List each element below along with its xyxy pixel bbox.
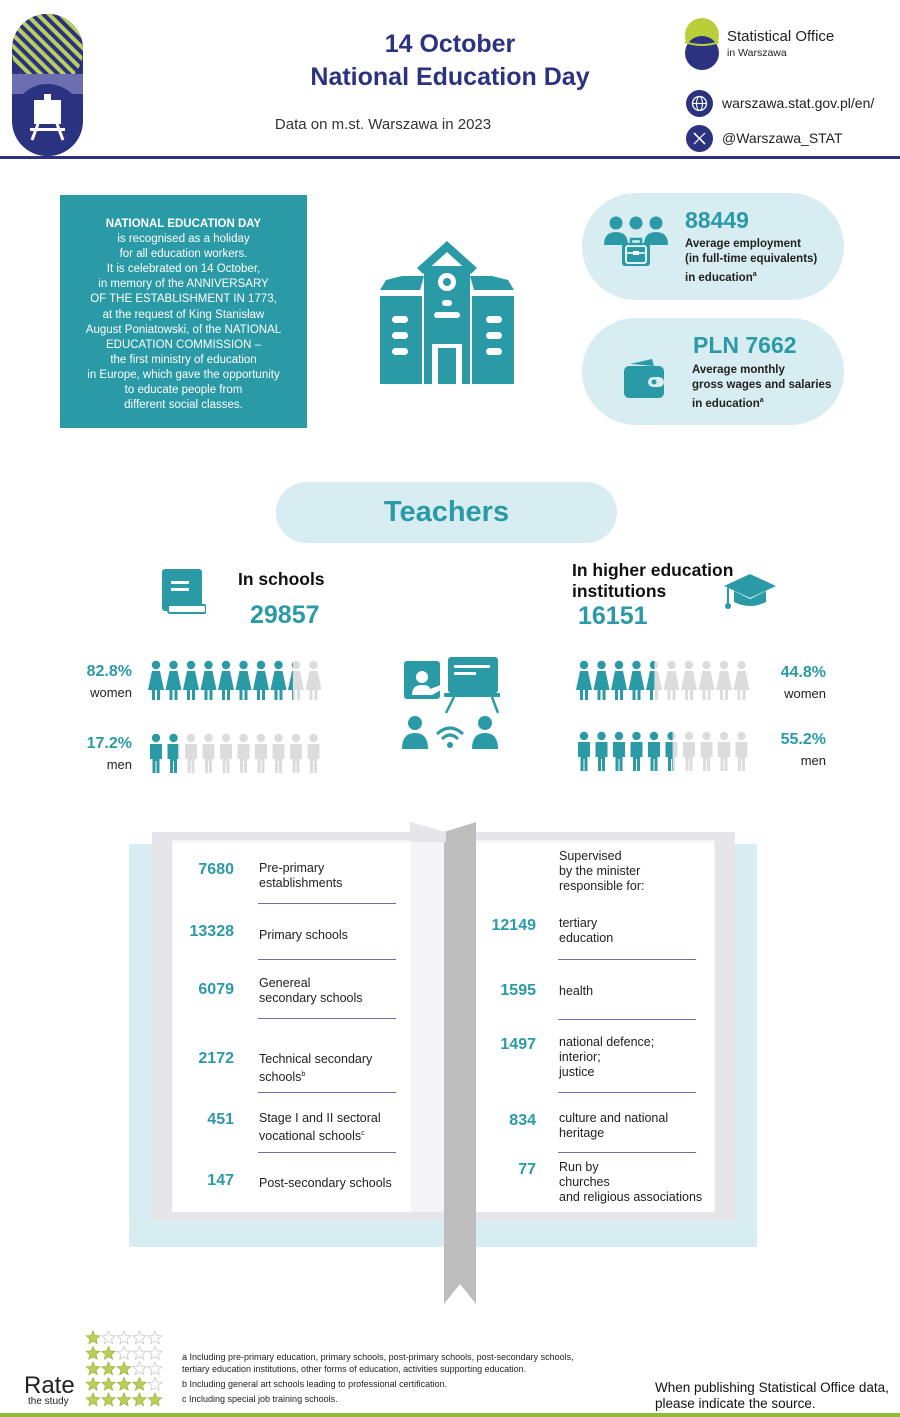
- book-right-label: [559, 1111, 668, 1141]
- higher-teachers-value: 16151: [578, 602, 648, 630]
- footnote-marker: a: [759, 397, 764, 404]
- book-divider: [558, 959, 696, 960]
- intro-line: in memory of the ANNIVERSARY: [98, 278, 269, 291]
- book-right-heading: [559, 849, 644, 894]
- person-figure-grey: [238, 734, 250, 773]
- statistical-office-emblem-icon: [683, 18, 721, 72]
- rating-star: [133, 1393, 146, 1406]
- rating-star: [102, 1362, 115, 1375]
- rating-star: [117, 1393, 130, 1406]
- intro-line: EDUCATION COMMISSION –: [105, 338, 262, 351]
- rate-title: Rate: [24, 1372, 75, 1399]
- employment-stat-card: [582, 193, 844, 300]
- title-line-1: 14 October: [384, 30, 516, 58]
- title-line-2: National Education Day: [310, 63, 590, 91]
- higher-women-pictogram: [576, 660, 752, 702]
- book-icon: [160, 567, 206, 615]
- person-figure-filled: [629, 661, 645, 700]
- footnote-a-line: tertiary education institutions, other forms of education, activities supporting education.: [182, 1364, 527, 1374]
- book-left-value: 451: [207, 1111, 234, 1128]
- office-name: Statistical Office: [727, 28, 835, 45]
- higher-women-label: women: [784, 686, 826, 701]
- employees-briefcase-icon: [602, 215, 670, 273]
- rating-star: [102, 1393, 115, 1406]
- book-divider: [258, 903, 396, 904]
- person-figure-filled: [218, 661, 234, 700]
- wages-desc-line: in education: [692, 397, 760, 410]
- website-link[interactable]: [686, 89, 874, 117]
- book-right-line: heritage: [559, 1126, 605, 1140]
- person-figure-filled: [236, 661, 252, 700]
- book-left-label: [259, 976, 363, 1006]
- teacher-presentation-icon: [400, 655, 500, 749]
- bookmark-ribbon: [444, 822, 476, 1304]
- intro-line: at the request of King Stanisław: [102, 308, 265, 321]
- book-right-line: tertiary: [559, 916, 598, 930]
- book-right-heading-line: Supervised: [559, 849, 622, 863]
- book-divider: [258, 1018, 396, 1019]
- rating-star: [86, 1347, 99, 1360]
- book-right-line: culture and national: [559, 1111, 669, 1125]
- book-right-line: education: [559, 931, 614, 945]
- schools-men-stat: [60, 735, 132, 772]
- intro-line: It is celebrated on 14 October,: [106, 263, 261, 276]
- intro-box: [60, 195, 307, 428]
- schools-women-stat: [60, 663, 132, 700]
- book-left-label: [259, 1052, 372, 1085]
- rating-star: [133, 1378, 146, 1391]
- rating-star: [86, 1378, 99, 1391]
- schools-label: In schools: [238, 569, 325, 589]
- wages-description: [692, 363, 831, 412]
- employment-description: [685, 237, 817, 286]
- book-left-line: secondary schools: [259, 991, 363, 1005]
- higher-women-pct: 44.8%: [780, 664, 826, 681]
- header-divider: [0, 156, 900, 159]
- publishing-note-line: please indicate the source.: [655, 1396, 816, 1411]
- page-subtitle: Data on m.st. Warszawa in 2023: [274, 116, 492, 133]
- x-account-link[interactable]: [686, 124, 843, 152]
- book-right-line: national defence;: [559, 1035, 655, 1049]
- person-figure-grey: [306, 661, 322, 700]
- book-left-label: Post-secondary schools: [259, 1176, 392, 1190]
- person-figure-grey: [683, 732, 695, 771]
- rate-subtitle: the study: [28, 1396, 69, 1407]
- rating-star: [133, 1347, 146, 1360]
- wallet-icon: [622, 356, 666, 400]
- rating-star: [148, 1378, 161, 1391]
- schools-women-label: women: [90, 685, 132, 700]
- intro-line: NATIONAL EDUCATION DAY: [105, 218, 262, 230]
- employment-desc-line: (in full-time equivalents): [685, 253, 818, 265]
- book-right-value: 1595: [500, 982, 536, 999]
- book-right-value: 834: [509, 1112, 536, 1129]
- person-figure-filled: [183, 661, 199, 700]
- person-figure-grey: [699, 661, 715, 700]
- wages-value: PLN 7662: [693, 332, 797, 358]
- person-figure-filled: [648, 732, 660, 771]
- website-text: warszawa.stat.gov.pl/en/: [722, 95, 875, 111]
- schools-men-pct: 17.2%: [86, 735, 132, 752]
- book-right-line: Run by: [559, 1160, 599, 1174]
- rating-star: [86, 1393, 99, 1406]
- person-figure-grey: [681, 661, 697, 700]
- book-page-left-surface: [173, 842, 411, 1212]
- intro-line: the first ministry of education: [110, 353, 257, 366]
- person-figure-filled: [166, 661, 182, 700]
- book-right-line: and religious associations: [559, 1190, 703, 1204]
- intro-line: different social classes.: [124, 399, 243, 412]
- intro-line: to educate people from: [124, 384, 243, 397]
- person-figure-filled: [611, 661, 627, 700]
- book-divider: [258, 1092, 396, 1093]
- higher-label-line: institutions: [572, 581, 667, 601]
- office-city: in Warszawa: [727, 47, 787, 59]
- person-figure-grey: [734, 661, 750, 700]
- schools-women-pictogram: [148, 660, 324, 702]
- graduation-cap-icon: [722, 572, 778, 614]
- publishing-note-line: When publishing Statistical Office data,: [655, 1380, 889, 1395]
- book-right-heading-line: responsible for:: [559, 879, 645, 893]
- rating-star: [133, 1362, 146, 1375]
- book-right-label: [559, 1035, 654, 1080]
- higher-men-pictogram: [576, 731, 752, 773]
- person-figure-grey: [716, 661, 732, 700]
- person-figure-filled: [631, 732, 643, 771]
- book-right-label: health: [559, 984, 594, 998]
- higher-men-label: men: [800, 753, 826, 768]
- person-figure-filled: [168, 734, 180, 773]
- school-building-icon: [372, 238, 522, 384]
- x-logo-icon: [686, 125, 713, 152]
- rating-star: [86, 1362, 99, 1375]
- book-left-label: [259, 861, 342, 891]
- book-right-line: justice: [559, 1065, 595, 1079]
- schools-men-label: men: [106, 757, 132, 772]
- higher-men-pct: 55.2%: [780, 731, 826, 748]
- person-figure-filled: [253, 661, 269, 700]
- book-page-curl-left: [410, 822, 446, 842]
- footer-divider: [0, 1413, 900, 1417]
- book-divider: [558, 1152, 696, 1153]
- footnote-marker: b: [301, 1071, 306, 1078]
- rating-star: [133, 1331, 146, 1344]
- person-figure-grey: [718, 732, 730, 771]
- rating-star: [102, 1378, 115, 1391]
- book-right-value: 77: [518, 1161, 536, 1178]
- rating-star: [117, 1362, 130, 1375]
- intro-line: August Poniatowski, of the NATIONAL: [85, 323, 282, 336]
- rating-star: [117, 1378, 130, 1391]
- person-figure-grey: [290, 734, 302, 773]
- rating-star: [117, 1347, 130, 1360]
- book-right-line: churches: [559, 1175, 610, 1189]
- star-rating-icon: [85, 1330, 165, 1410]
- person-figure-filled: [613, 732, 625, 771]
- intro-line: for all education workers.: [119, 248, 248, 261]
- person-figure-grey: [220, 734, 232, 773]
- book-right-label: [559, 916, 613, 946]
- wages-stat-card: [582, 318, 844, 425]
- book-left-line: Technical secondary: [259, 1052, 373, 1066]
- book-left-label: [259, 1111, 381, 1144]
- book-left-label: Primary schools: [259, 928, 348, 942]
- footnote-a-line: a Including pre-primary education, primary schools, post-primary schools, post-secondary schools,: [182, 1352, 574, 1362]
- rating-star: [102, 1347, 115, 1360]
- book-left-line: schools: [259, 1070, 302, 1085]
- book-right-value: 12149: [491, 917, 536, 934]
- book-divider: [258, 1152, 396, 1153]
- book-right-value: 1497: [500, 1036, 536, 1053]
- wages-desc-line: Average monthly: [692, 364, 785, 376]
- employment-value: 88449: [685, 207, 749, 233]
- rating-star: [86, 1331, 99, 1344]
- employment-desc-line: Average employment: [685, 238, 801, 250]
- wages-desc-line: gross wages and salaries: [692, 379, 832, 391]
- person-figure-grey: [185, 734, 197, 773]
- publishing-note: [655, 1380, 889, 1412]
- person-figure-filled: [594, 661, 610, 700]
- higher-men-stat: [756, 731, 826, 768]
- statistical-office-logo: [683, 18, 883, 74]
- book-left-value: 7680: [198, 861, 234, 878]
- person-figure-grey: [701, 732, 713, 771]
- person-figure-filled: [576, 661, 592, 700]
- person-figure-grey: [255, 734, 267, 773]
- higher-education-label: [572, 560, 733, 602]
- person-figure-grey: [664, 661, 680, 700]
- book-left-line: Stage I and II sectoral: [259, 1111, 381, 1125]
- book-divider: [558, 1019, 696, 1020]
- book-left-line: establishments: [259, 876, 343, 890]
- book-divider: [258, 959, 396, 960]
- footnote-c: c Including special job training schools.: [182, 1394, 338, 1404]
- footnote-b: b Including general art schools leading to professional certification.: [182, 1379, 448, 1389]
- rating-star: [148, 1347, 161, 1360]
- intro-line: OF THE ESTABLISHMENT IN 1773,: [90, 293, 277, 306]
- footnote-marker: a: [752, 271, 757, 278]
- book-left-value: 6079: [198, 981, 234, 998]
- person-figure-grey: [203, 734, 215, 773]
- footnote-marker: c: [361, 1130, 365, 1137]
- person-figure-grey: [273, 734, 285, 773]
- intro-line: is recognised as a holiday: [117, 233, 250, 246]
- schools-men-pictogram: [148, 733, 324, 775]
- globe-icon: [686, 90, 713, 117]
- person-figure-filled: [271, 661, 287, 700]
- book-divider: [558, 1092, 696, 1093]
- book-page-right-surface: [476, 842, 714, 1212]
- person-figure-filled: [150, 734, 162, 773]
- book-left-value: 13328: [189, 923, 234, 940]
- rating-star: [148, 1393, 161, 1406]
- person-figure-filled: [578, 732, 590, 771]
- employment-desc-line: in education: [685, 271, 753, 284]
- person-figure-grey: [736, 732, 748, 771]
- higher-label-line: In higher education: [572, 560, 734, 580]
- x-handle-text: @Warszawa_STAT: [722, 130, 843, 146]
- person-figure-grey: [308, 734, 320, 773]
- rating-star: [102, 1331, 115, 1344]
- rating-star: [117, 1331, 130, 1344]
- book-left-value: 147: [207, 1172, 234, 1189]
- person-figure-filled: [148, 661, 164, 700]
- book-left-value: 2172: [198, 1050, 234, 1067]
- rate-the-study-widget[interactable]: [22, 1330, 172, 1410]
- book-left-line: vocational schools: [259, 1129, 362, 1144]
- teachers-heading: Teachers: [276, 482, 617, 543]
- rating-star: [148, 1331, 161, 1344]
- book-left-line: Pre-primary: [259, 861, 325, 875]
- book-right-label: [559, 1160, 702, 1205]
- person-figure-filled: [201, 661, 217, 700]
- higher-women-stat: [756, 664, 826, 701]
- person-figure-filled: [596, 732, 608, 771]
- book-right-line: interior;: [559, 1050, 601, 1064]
- intro-line: in Europe, which gave the opportunity: [87, 368, 280, 381]
- book-left-line: Genereal: [259, 976, 311, 990]
- footnotes: [182, 1351, 574, 1405]
- schools-teachers-value: 29857: [250, 601, 320, 629]
- schools-women-pct: 82.8%: [86, 663, 132, 680]
- book-right-heading-line: by the minister: [559, 864, 641, 878]
- rating-star: [148, 1362, 161, 1375]
